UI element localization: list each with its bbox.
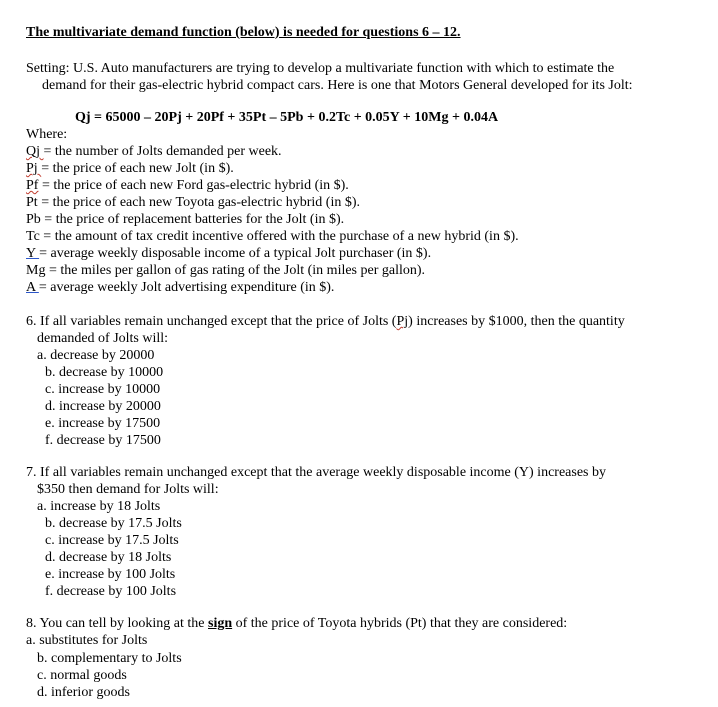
definition-a xyxy=(26,279,334,296)
q8-option-b: b. complementary to Jolts xyxy=(37,651,182,666)
definition-symbol: A xyxy=(26,280,39,295)
definition-symbol: Y xyxy=(26,246,40,261)
definition-text: = the price of replacement batteries for the Jolt (in $). xyxy=(40,212,345,227)
question-6-symbol: Pj xyxy=(396,314,409,329)
definition-text: = the amount of tax credit incentive offered with the purchase of a new hybrid (in $). xyxy=(39,229,519,244)
q6-option-e: e. increase by 17500 xyxy=(45,416,161,431)
definition-symbol: Pt xyxy=(26,195,38,210)
q7-option-e: e. increase by 100 Jolts xyxy=(45,567,176,582)
q6-option-d: d. increase by 20000 xyxy=(45,399,161,414)
q7-option-b: b. decrease by 17.5 Jolts xyxy=(45,516,182,531)
page-heading: The multivariate demand function (below) is needed for questions 6 – 12. xyxy=(26,25,461,40)
q6-option-f: f. decrease by 17500 xyxy=(45,433,161,448)
definition-symbol: Tc xyxy=(26,229,40,244)
setting-line-2: demand for their gas-electric hybrid compact cars. Here is one that Motors General developed for its Jolt: xyxy=(42,78,633,93)
setting-line-1: Setting: U.S. Auto manufacturers are trying to develop a multivariate function with which to estimate the xyxy=(26,61,615,76)
definition-text: = the price of each new Jolt (in $). xyxy=(41,161,234,176)
definition-symbol: Qj xyxy=(26,144,44,159)
definition-y xyxy=(26,245,431,262)
definition-text: = the price of each new Ford gas-electric hybrid (in $). xyxy=(38,178,349,193)
definition-symbol: Pj xyxy=(26,161,42,176)
definition-qj xyxy=(26,143,282,160)
q8-option-c: c. normal goods xyxy=(37,668,127,683)
demand-equation: Qj = 65000 – 20Pj + 20Pf + 35Pt – 5Pb + 0.2Tc + 0.05Y + 10Mg + 0.04A xyxy=(75,110,499,125)
q7-option-d: d. decrease by 18 Jolts xyxy=(45,550,172,565)
definition-text: = average weekly disposable income of a typical Jolt purchaser (in $). xyxy=(39,246,432,261)
q7-option-f: f. decrease by 100 Jolts xyxy=(45,584,177,599)
q6-option-a: a. decrease by 20000 xyxy=(37,348,155,363)
question-8-stem xyxy=(26,615,567,632)
question-8-text-end: of the price of Toyota hybrids (Pt) that they are considered: xyxy=(232,616,568,631)
question-8-text: 8. You can tell by looking at the xyxy=(26,616,208,631)
definition-tc xyxy=(26,228,519,245)
definition-text: = the price of each new Toyota gas-electric hybrid (in $). xyxy=(37,195,360,210)
question-6-text-end: ) increases by $1000, then the quantity xyxy=(408,314,625,329)
definition-pj xyxy=(26,160,234,177)
definition-pb xyxy=(26,211,344,228)
q6-option-b: b. decrease by 10000 xyxy=(45,365,164,380)
where-label: Where: xyxy=(26,127,68,142)
q8-option-d: d. inferior goods xyxy=(37,685,130,700)
definition-text: = average weekly Jolt advertising expenditure (in $). xyxy=(38,280,335,295)
definition-text: = the miles per gallon of gas rating of the Jolt (in miles per gallon). xyxy=(45,263,426,278)
q6-option-c: c. increase by 10000 xyxy=(45,382,161,397)
q7-option-a: a. increase by 18 Jolts xyxy=(37,499,161,514)
definition-mg xyxy=(26,262,425,279)
definition-pt xyxy=(26,194,360,211)
definition-symbol: Pf xyxy=(26,178,39,193)
definition-text: = the number of Jolts demanded per week. xyxy=(43,144,282,159)
q8-option-a: a. substitutes for Jolts xyxy=(26,633,148,648)
definition-pf xyxy=(26,177,349,194)
question-7-stem: 7. If all variables remain unchanged except that the average weekly disposable income (Y) increases by xyxy=(26,465,606,480)
question-6-stem-cont: demanded of Jolts will: xyxy=(37,331,169,346)
definition-symbol: Mg xyxy=(26,263,46,278)
q7-option-c: c. increase by 17.5 Jolts xyxy=(45,533,179,548)
question-8-emphasis: sign xyxy=(208,616,233,631)
question-6-stem xyxy=(26,313,625,330)
question-6-text: 6. If all variables remain unchanged except that the price of Jolts ( xyxy=(26,314,397,329)
question-7-stem-cont: $350 then demand for Jolts will: xyxy=(37,482,219,497)
definition-symbol: Pb xyxy=(26,212,41,227)
